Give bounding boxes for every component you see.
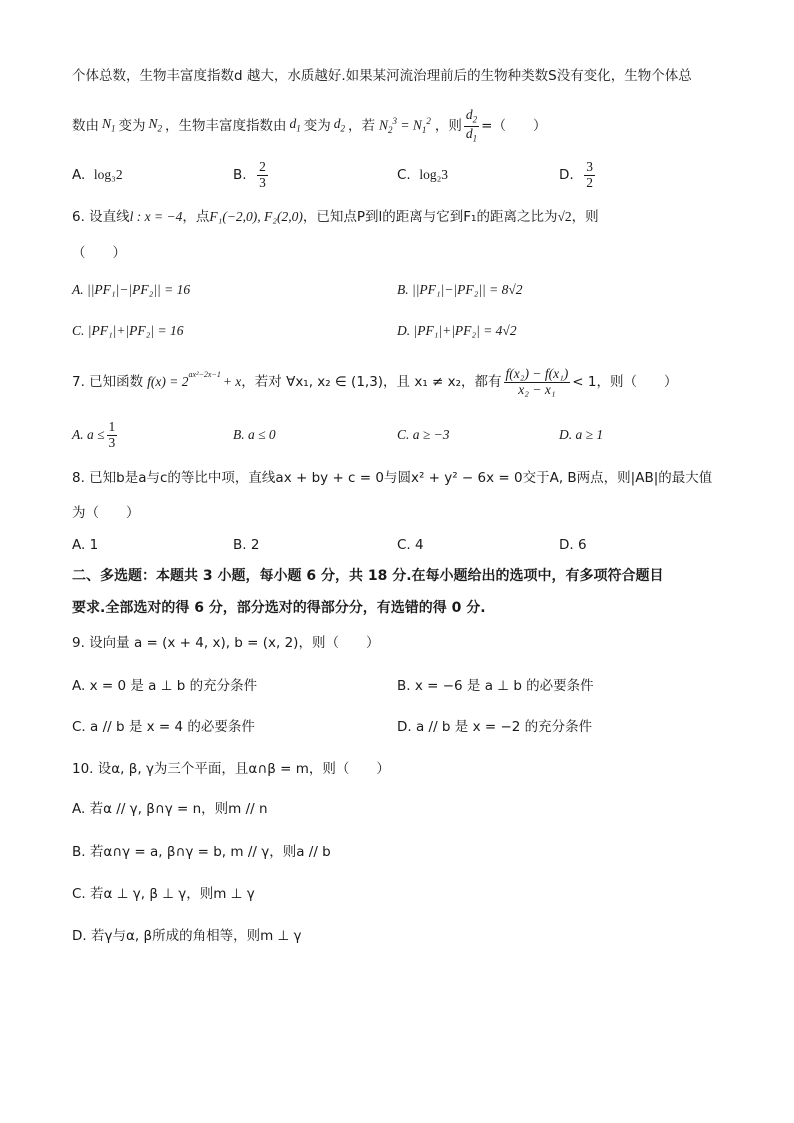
q5-text-g: =（ ） bbox=[481, 118, 547, 134]
q5-line1: 个体总数，生物丰富度指数d 越大，水质越好.如果某河流治理前后的生物种类数S没有变化，生物个体总 bbox=[72, 68, 692, 84]
q6-option-b: B. ||PF₁|−|PF₂|| = 8√2 bbox=[397, 282, 523, 297]
q6-stem: 6. 设直线l : x = −4，点F₁(−2,0), F₂(2,0)，已知点P到l的距离与它到F₁的距离之比为√2，则 bbox=[72, 209, 599, 225]
q5-text-c: ，生物丰富度指数由 bbox=[165, 118, 287, 134]
q10-option-c: C. 若α ⊥ γ, β ⊥ γ，则m ⊥ γ bbox=[72, 886, 255, 902]
q6-option-d: D. |PF₁|+|PF₂| = 4√2 bbox=[397, 323, 517, 338]
q7-option-a: A. a ≤ $\frac{1}{3}$ bbox=[72, 419, 116, 450]
q6-paren: （ ） bbox=[72, 245, 126, 261]
q8-option-d: D. 6 bbox=[559, 537, 587, 553]
q5-option-b: B. $\frac{2}{3}$ bbox=[233, 159, 266, 190]
q5-line2 bbox=[72, 106, 546, 146]
q5-text-e: ，若 bbox=[348, 118, 376, 134]
q5-text-a: 数由 bbox=[72, 118, 99, 134]
q5-text-f: ，则 bbox=[434, 118, 462, 134]
q6-option-a: A. ||PF₁|−|PF₂|| = 16 bbox=[72, 282, 191, 297]
q7-option-b: B. a ≤ 0 bbox=[233, 427, 276, 442]
q8-option-b: B. 2 bbox=[233, 537, 260, 553]
q5-ratio-fraction: $\frac{d_2}{d_1}$ bbox=[465, 107, 478, 144]
section2-header-line1: 二、多选题：本题共 3 小题，每小题 6 分，共 18 分.在每小题给出的选项中，有多项符合题目 bbox=[72, 568, 664, 584]
q5-n1: $N_1$ bbox=[102, 115, 116, 134]
q10-option-d: D. 若γ与α, β所成的角相等，则m ⊥ γ bbox=[72, 928, 302, 944]
q8-line2: 为（ ） bbox=[72, 505, 140, 521]
q8-option-a: A. 1 bbox=[72, 537, 99, 553]
q5-d1: $d_1$ bbox=[289, 115, 301, 134]
q10-stem: 10. 设α, β, γ为三个平面，且α∩β = m，则（ ） bbox=[72, 761, 390, 777]
q9-option-b: B. x = −6 是 a ⊥ b 的必要条件 bbox=[397, 678, 594, 694]
q5-n2: $N_2$ bbox=[148, 115, 163, 134]
q10-option-b: B. 若α∩γ = a, β∩γ = b, m // γ，则a // b bbox=[72, 844, 331, 860]
q5-option-a: A. log₃2 bbox=[72, 167, 123, 183]
q7-option-c: C. a ≥ −3 bbox=[397, 427, 450, 442]
q10-option-a: A. 若α // γ, β∩γ = n，则m // n bbox=[72, 801, 268, 817]
q5-d2: $d_2$ bbox=[333, 115, 346, 134]
q5-text-b: 变为 bbox=[118, 118, 146, 134]
q8-line1: 8. 已知b是a与c的等比中项，直线ax + by + c = 0与圆x² + y² − 6x = 0交于A, B两点，则|AB|的最大值 bbox=[72, 470, 713, 486]
q5-condition: $N_2^3 = N_1^2$ bbox=[379, 116, 431, 136]
q7-option-d: D. a ≥ 1 bbox=[559, 427, 604, 442]
q9-option-c: C. a // b 是 x = 4 的必要条件 bbox=[72, 719, 255, 735]
q9-option-d: D. a // b 是 x = −2 的充分条件 bbox=[397, 719, 593, 735]
q6-option-c: C. |PF₁|+|PF₂| = 16 bbox=[72, 323, 184, 338]
q7-stem: 7. 已知函数 f(x) = 2 $^{ax^2-2x-1}$ + x ，若对 ∀x₁, x₂ ∈ (1,3)，且 x₁ ≠ x₂，都有 $\frac{\text{f(x₂) − f(x₁)}}{\text{x₂ − x₁}}$ < 1，则（ ） bbox=[72, 366, 678, 397]
q5-option-c: C. log₂3 bbox=[397, 167, 449, 183]
q9-stem: 9. 设向量 a = (x + 4, x), b = (x, 2)，则（ ） bbox=[72, 635, 380, 651]
section2-header-line2: 要求.全部选对的得 6 分，部分选对的得部分分，有选错的得 0 分. bbox=[72, 600, 486, 616]
q5-text-d: 变为 bbox=[303, 118, 331, 134]
q8-option-c: C. 4 bbox=[397, 537, 424, 553]
q9-option-a: A. x = 0 是 a ⊥ b 的充分条件 bbox=[72, 678, 258, 694]
q5-option-d: D. $\frac{3}{2}$ bbox=[559, 159, 594, 190]
